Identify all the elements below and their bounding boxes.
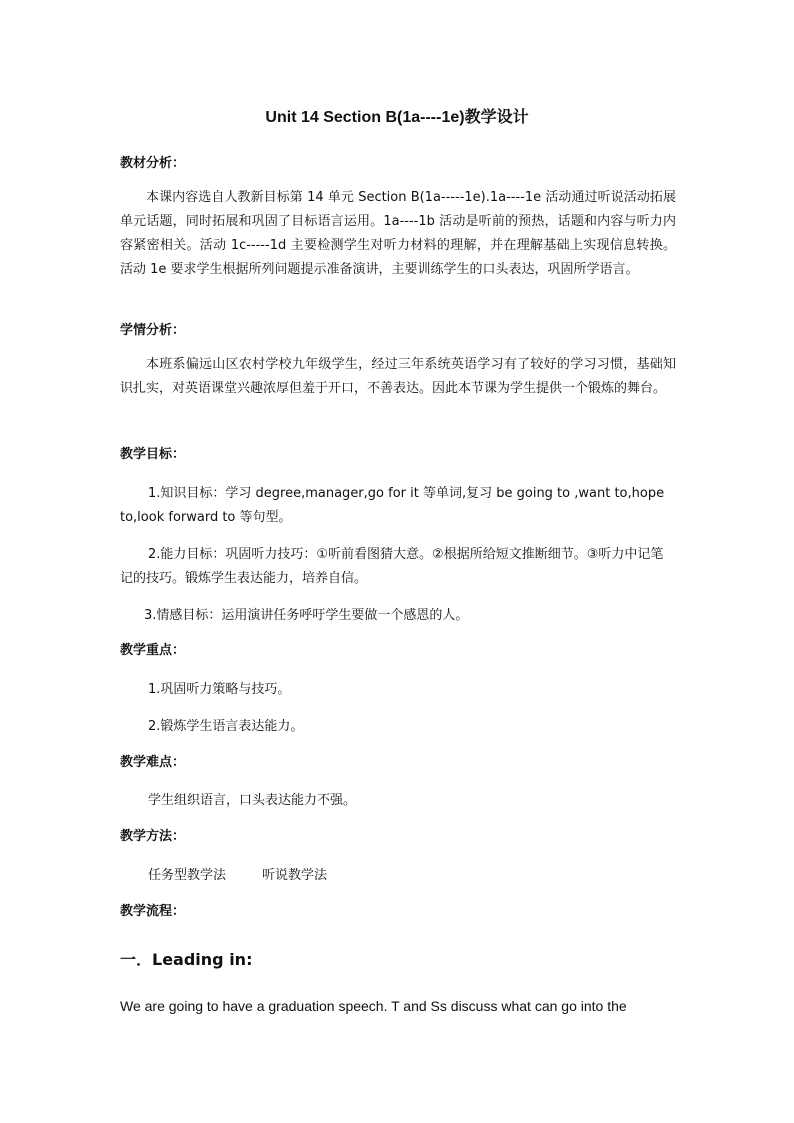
process-heading: 教学流程：	[120, 904, 186, 919]
materials-analysis-heading: 教材分析：	[120, 156, 186, 171]
difficulties-text: 学生组织语言，口头表达能力不强。	[148, 793, 357, 808]
methods-list	[148, 866, 327, 886]
difficulties-heading: 教学难点：	[120, 755, 186, 770]
student-analysis-heading: 学情分析：	[120, 323, 186, 338]
method-listening-speaking: 听说教学法	[262, 868, 328, 883]
key-point-2: 2.锻炼学生语言表达能力。	[148, 719, 304, 734]
leading-in-title: 一．Leading in:	[120, 950, 253, 969]
key-points-heading: 教学重点：	[120, 643, 186, 658]
materials-analysis-text: 本课内容选自人教新目标第 14 单元 Section B(1a-----1e).1a----1e 活动通过听说活动拓展单元话题，同时拓展和巩固了目标语言运用。1a----1b 活动是听前的预热，话题和内容与听力内容紧密相关。活动 1c-----1d 主要检测学生对听力材料的理解，并在理解基础上实现信息转换。活动 1e 要求学生根据所列问题提示准备演讲，主要训练学生的口头表达，巩固所学语言。	[120, 190, 676, 277]
objective-emotion: 3.情感目标：运用演讲任务呼吁学生要做一个感恩的人。	[144, 608, 469, 623]
objective-ability: 2.能力目标：巩固听力技巧：①听前看图猜大意。②根据所给短文推断细节。③听力中记笔记的技巧。锻炼学生表达能力，培养自信。	[120, 547, 664, 586]
method-task-based: 任务型教学法	[148, 868, 227, 883]
student-analysis-text: 本班系偏远山区农村学校九年级学生，经过三年系统英语学习有了较好的学习习惯，基础知识扎实，对英语课堂兴趣浓厚但羞于开口，不善表达。因此本节课为学生提供一个锻炼的舞台。	[120, 357, 676, 396]
objectives-heading: 教学目标：	[120, 447, 186, 462]
document-title: Unit 14 Section B(1a----1e)教学设计	[265, 109, 529, 126]
methods-heading: 教学方法：	[120, 829, 186, 844]
key-point-1: 1.巩固听力策略与技巧。	[148, 682, 291, 697]
leading-in-text: We are going to have a graduation speech. T and Ss discuss what can go into the	[120, 998, 627, 1014]
objective-knowledge: 1.知识目标：学习 degree,manager,go for it 等单词,复习 be going to ,want to,hope to,look forward to 等句型。	[120, 486, 665, 525]
